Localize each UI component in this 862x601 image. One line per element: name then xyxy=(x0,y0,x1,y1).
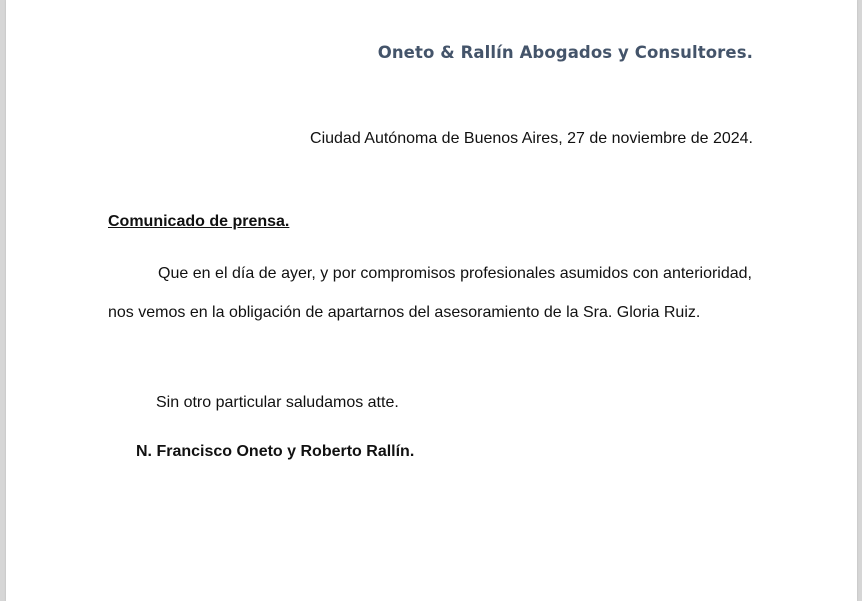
subject-heading: Comunicado de prensa. xyxy=(108,213,290,230)
closing-line: Sin otro particular saludamos atte. xyxy=(156,394,399,411)
body-paragraph: Que en el día de ayer, y por compromisos profesionales asumidos con anterioridad, nos vemos en la obligación de apartarnos del asesoramiento de la Sra. Gloria Ruiz. xyxy=(108,265,752,321)
date-line: Ciudad Autónoma de Buenos Aires, 27 de noviembre de 2024. xyxy=(310,130,753,147)
signature: N. Francisco Oneto y Roberto Rallín. xyxy=(136,443,415,460)
firm-name-header: Oneto & Rallín Abogados y Consultores. xyxy=(377,43,753,62)
document-page xyxy=(6,0,857,601)
